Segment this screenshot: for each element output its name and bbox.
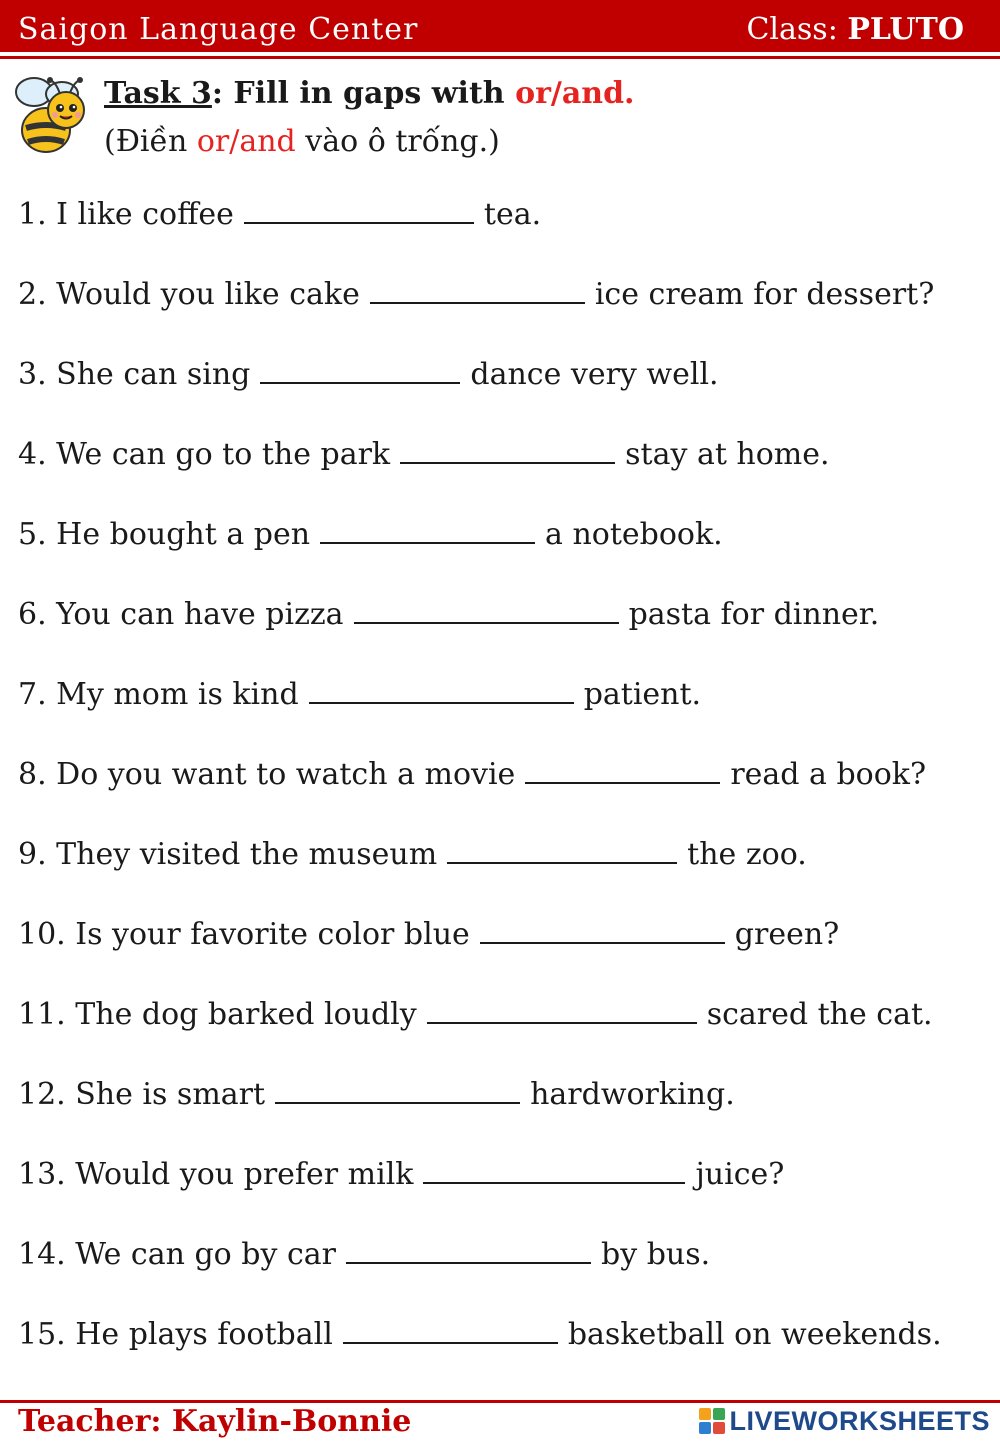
item-after: stay at home.	[625, 437, 830, 472]
item-before: 2. Would you like cake	[18, 277, 360, 312]
teacher-name: Teacher: Kaylin-Bonnie	[18, 1404, 412, 1439]
task-sub-highlight: or/and	[196, 124, 296, 159]
exercise-item	[18, 350, 993, 430]
item-after: a notebook.	[545, 517, 723, 552]
item-before: 8. Do you want to watch a movie	[18, 757, 516, 792]
task-title-text: : Fill in gaps with	[211, 76, 516, 111]
item-after: patient.	[583, 677, 702, 712]
answer-blank[interactable]	[354, 594, 619, 624]
answer-blank[interactable]	[260, 354, 460, 384]
exercise-item	[18, 1230, 993, 1310]
task-title-highlight: or/and.	[515, 76, 635, 111]
item-before: 6. You can have pizza	[18, 597, 344, 632]
item-after: ice cream for dessert?	[594, 277, 935, 312]
answer-blank[interactable]	[244, 194, 474, 224]
header-divider	[0, 56, 1000, 59]
class-label: Class:	[746, 12, 838, 47]
answer-blank[interactable]	[343, 1314, 558, 1344]
item-before: 9. They visited the museum	[18, 837, 438, 872]
item-after: the zoo.	[687, 837, 807, 872]
item-before: 5. He bought a pen	[18, 517, 311, 552]
item-before: 14. We can go by car	[18, 1237, 336, 1272]
answer-blank[interactable]	[309, 674, 574, 704]
item-after: dance very well.	[470, 357, 719, 392]
item-after: juice?	[695, 1157, 785, 1192]
item-before: 4. We can go to the park	[18, 437, 391, 472]
exercise-item	[18, 750, 993, 830]
class-info	[746, 12, 964, 47]
exercise-item	[18, 1150, 993, 1230]
task-label: Task 3	[104, 76, 212, 111]
item-before: 1. I like coffee	[18, 197, 234, 232]
answer-blank[interactable]	[400, 434, 615, 464]
center-name: Saigon Language Center	[18, 12, 419, 47]
item-after: tea.	[483, 197, 542, 232]
answer-blank[interactable]	[423, 1154, 685, 1184]
item-before: 11. The dog barked loudly	[18, 997, 417, 1032]
class-value: PLUTO	[847, 12, 964, 47]
task-title	[104, 76, 635, 111]
item-after: hardworking.	[530, 1077, 735, 1112]
liveworksheets-logo-icon	[699, 1408, 725, 1434]
item-after: by bus.	[601, 1237, 711, 1272]
bee-icon	[4, 72, 92, 158]
exercise-item	[18, 1070, 993, 1150]
task-subtitle	[104, 124, 500, 159]
answer-blank[interactable]	[275, 1074, 520, 1104]
task-sub-open: (Điền	[104, 124, 197, 159]
item-after: scared the cat.	[706, 997, 933, 1032]
item-after: read a book?	[730, 757, 927, 792]
item-before: 12. She is smart	[18, 1077, 266, 1112]
exercise-list	[18, 190, 993, 1390]
liveworksheets-text: LIVEWORKSHEETS	[729, 1405, 990, 1436]
exercise-item	[18, 270, 993, 350]
answer-blank[interactable]	[320, 514, 535, 544]
exercise-item	[18, 670, 993, 750]
item-before: 7. My mom is kind	[18, 677, 299, 712]
exercise-item	[18, 430, 993, 510]
item-after: basketball on weekends.	[567, 1317, 942, 1352]
answer-blank[interactable]	[447, 834, 677, 864]
exercise-item	[18, 590, 993, 670]
liveworksheets-brand	[699, 1403, 990, 1439]
item-before: 3. She can sing	[18, 357, 251, 392]
answer-blank[interactable]	[525, 754, 720, 784]
answer-blank[interactable]	[370, 274, 585, 304]
exercise-item	[18, 190, 993, 270]
header-bar	[0, 0, 1000, 52]
item-after: pasta for dinner.	[628, 597, 880, 632]
exercise-item	[18, 510, 993, 590]
item-after: green?	[734, 917, 840, 952]
answer-blank[interactable]	[480, 914, 725, 944]
item-before: 13. Would you prefer milk	[18, 1157, 414, 1192]
item-before: 10. Is your favorite color blue	[18, 917, 470, 952]
exercise-item	[18, 1310, 993, 1390]
exercise-item	[18, 830, 993, 910]
answer-blank[interactable]	[427, 994, 697, 1024]
exercise-item	[18, 910, 993, 990]
task-sub-close: vào ô trống.)	[295, 124, 500, 159]
exercise-item	[18, 990, 993, 1070]
item-before: 15. He plays football	[18, 1317, 333, 1352]
answer-blank[interactable]	[346, 1234, 591, 1264]
